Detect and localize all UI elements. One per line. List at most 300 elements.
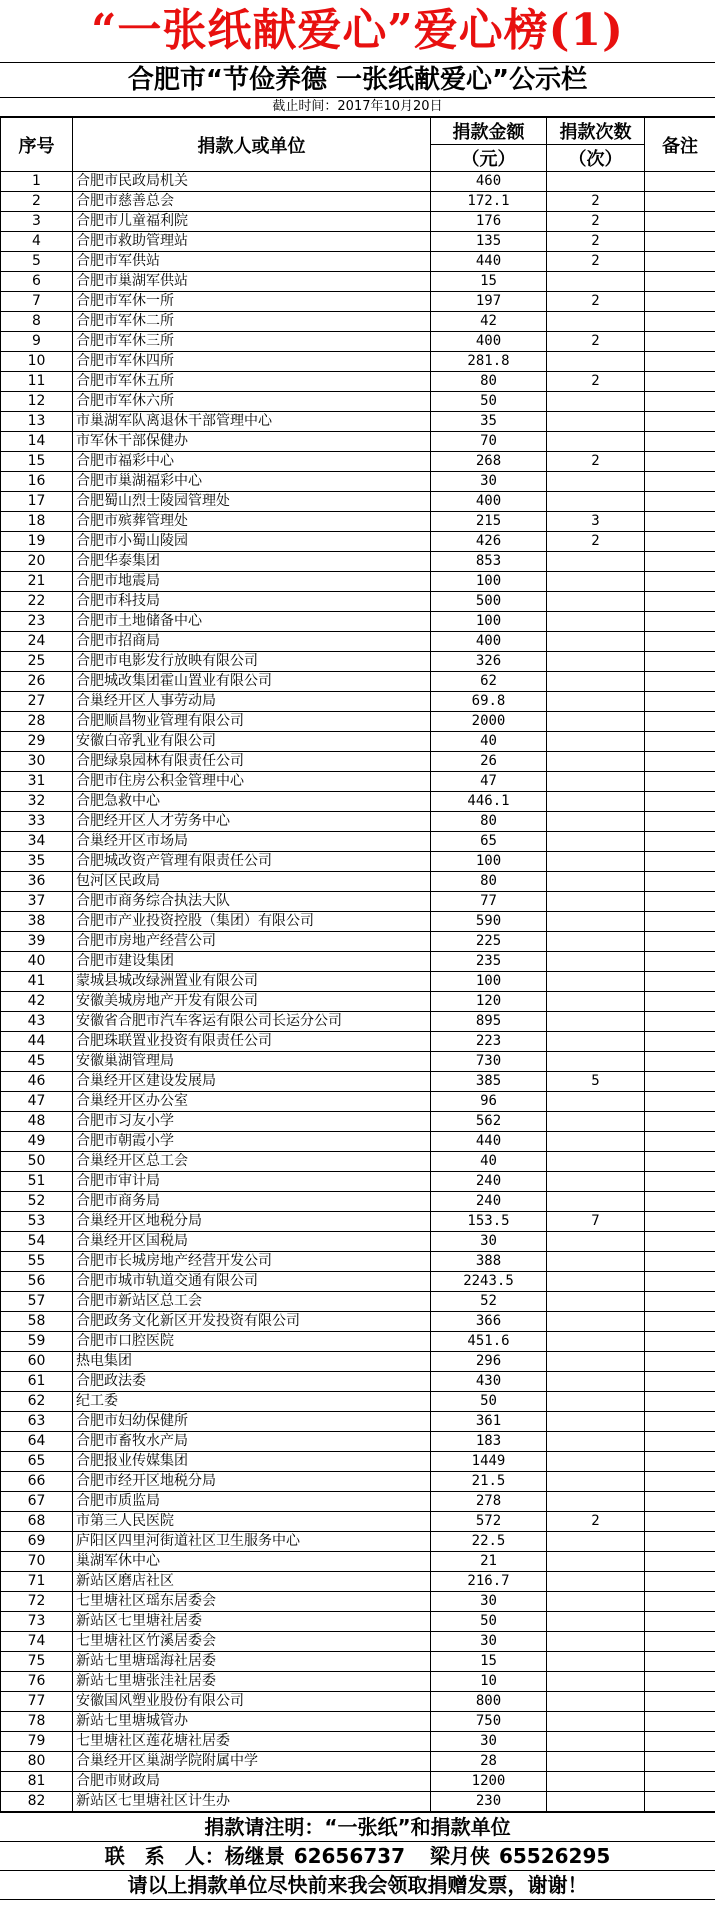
row-count: [547, 672, 645, 692]
row-seq: 70: [1, 1552, 73, 1572]
row-name: 合肥市军休四所: [73, 352, 431, 372]
row-note: [645, 1032, 715, 1052]
table-row: [1, 772, 715, 792]
row-note: [645, 1532, 715, 1552]
row-amount: 400: [431, 492, 547, 512]
row-seq: 51: [1, 1172, 73, 1192]
row-count: 2: [547, 452, 645, 472]
row-name: 合肥市住房公积金管理中心: [73, 772, 431, 792]
row-count: [547, 1332, 645, 1352]
row-seq: 78: [1, 1712, 73, 1732]
row-name: 合肥市招商局: [73, 632, 431, 652]
row-amount: 21: [431, 1552, 547, 1572]
row-note: [645, 472, 715, 492]
row-name: 合肥顺昌物业管理有限公司: [73, 712, 431, 732]
row-amount: 430: [431, 1372, 547, 1392]
row-note: [645, 972, 715, 992]
row-name: 合肥市产业投资控股（集团）有限公司: [73, 912, 431, 932]
row-note: [645, 992, 715, 1012]
header-note: 备注: [645, 118, 715, 172]
row-seq: 6: [1, 272, 73, 292]
row-amount: 22.5: [431, 1532, 547, 1552]
row-name: 合肥市商务综合执法大队: [73, 892, 431, 912]
row-note: [645, 1332, 715, 1352]
row-name: 安徽省合肥市汽车客运有限公司长运分公司: [73, 1012, 431, 1032]
row-name: 合肥蜀山烈士陵园管理处: [73, 492, 431, 512]
row-note: [645, 192, 715, 212]
row-name: 合肥市习友小学: [73, 1112, 431, 1132]
row-amount: 388: [431, 1252, 547, 1272]
row-count: [547, 912, 645, 932]
row-seq: 4: [1, 232, 73, 252]
row-note: [645, 1752, 715, 1772]
row-seq: 21: [1, 572, 73, 592]
table-row: [1, 1672, 715, 1692]
row-name: 合肥市妇幼保健所: [73, 1412, 431, 1432]
row-name: 合肥市城市轨道交通有限公司: [73, 1272, 431, 1292]
table-row: [1, 892, 715, 912]
row-count: [547, 1192, 645, 1212]
table-row: [1, 612, 715, 632]
row-seq: 72: [1, 1592, 73, 1612]
row-seq: 77: [1, 1692, 73, 1712]
row-amount: 100: [431, 612, 547, 632]
row-count: [547, 1112, 645, 1132]
row-count: [547, 312, 645, 332]
row-amount: 2243.5: [431, 1272, 547, 1292]
row-amount: 30: [431, 1632, 547, 1652]
header-amount: 捐款金额: [431, 118, 547, 145]
row-name: 市巢湖军队离退休干部管理中心: [73, 412, 431, 432]
row-note: [645, 352, 715, 372]
contact2-name: 梁月侠: [429, 1844, 490, 1868]
row-count: [547, 952, 645, 972]
table-row: [1, 912, 715, 932]
row-name: 新站区磨店社区: [73, 1572, 431, 1592]
row-seq: 63: [1, 1412, 73, 1432]
row-seq: 9: [1, 332, 73, 352]
table-row: [1, 852, 715, 872]
row-note: [645, 1312, 715, 1332]
row-name: 合巢经开区市场局: [73, 832, 431, 852]
table-row: [1, 1772, 715, 1792]
row-name: 合肥市军供站: [73, 252, 431, 272]
row-seq: 58: [1, 1312, 73, 1332]
row-seq: 44: [1, 1032, 73, 1052]
table-row: [1, 1052, 715, 1072]
row-seq: 56: [1, 1272, 73, 1292]
row-name: 新站七里塘城管办: [73, 1712, 431, 1732]
row-count: [547, 1272, 645, 1292]
row-count: [547, 1552, 645, 1572]
row-count: [547, 892, 645, 912]
row-note: [645, 1172, 715, 1192]
table-row: [1, 232, 715, 252]
table-row: [1, 1452, 715, 1472]
row-count: [547, 492, 645, 512]
contact2-phone: 65526295: [498, 1844, 611, 1868]
row-name: 合肥市房地产经营公司: [73, 932, 431, 952]
row-name: 蒙城县城改绿洲置业有限公司: [73, 972, 431, 992]
row-count: [547, 812, 645, 832]
row-count: [547, 612, 645, 632]
table-row: [1, 752, 715, 772]
row-seq: 30: [1, 752, 73, 772]
row-seq: 2: [1, 192, 73, 212]
row-count: [547, 1092, 645, 1112]
row-seq: 67: [1, 1492, 73, 1512]
row-count: [547, 1292, 645, 1312]
table-row: [1, 1012, 715, 1032]
row-name: 合巢经开区建设发展局: [73, 1072, 431, 1092]
row-amount: 52: [431, 1292, 547, 1312]
table-row: [1, 272, 715, 292]
table-row: [1, 652, 715, 672]
row-amount: 15: [431, 1652, 547, 1672]
row-seq: 32: [1, 792, 73, 812]
row-note: [645, 1072, 715, 1092]
row-amount: 1200: [431, 1772, 547, 1792]
row-name: 合肥绿泉园林有限责任公司: [73, 752, 431, 772]
table-row: [1, 492, 715, 512]
row-note: [645, 252, 715, 272]
row-name: 合肥市质监局: [73, 1492, 431, 1512]
row-count: [547, 1392, 645, 1412]
row-name: 合肥市经开区地税分局: [73, 1472, 431, 1492]
row-note: [645, 512, 715, 532]
row-seq: 80: [1, 1752, 73, 1772]
row-amount: 70: [431, 432, 547, 452]
row-note: [645, 1572, 715, 1592]
row-amount: 40: [431, 1152, 547, 1172]
row-amount: 50: [431, 392, 547, 412]
row-name: 合肥市儿童福利院: [73, 212, 431, 232]
footer-note: 捐款请注明：“一张纸”和捐款单位: [0, 1813, 715, 1842]
row-seq: 66: [1, 1472, 73, 1492]
row-seq: 36: [1, 872, 73, 892]
row-seq: 46: [1, 1072, 73, 1092]
row-seq: 22: [1, 592, 73, 612]
table-row: [1, 392, 715, 412]
row-seq: 39: [1, 932, 73, 952]
row-amount: 176: [431, 212, 547, 232]
row-name: 庐阳区四里河街道社区卫生服务中心: [73, 1532, 431, 1552]
row-count: [547, 1412, 645, 1432]
row-seq: 73: [1, 1612, 73, 1632]
table-row: [1, 1112, 715, 1132]
contact-label: 联 系 人：: [104, 1844, 225, 1868]
row-note: [645, 272, 715, 292]
row-seq: 38: [1, 912, 73, 932]
row-seq: 28: [1, 712, 73, 732]
row-count: [547, 432, 645, 452]
row-seq: 53: [1, 1212, 73, 1232]
row-seq: 45: [1, 1052, 73, 1072]
table-row: [1, 332, 715, 352]
table-row: [1, 572, 715, 592]
row-name: 合肥市畜牧水产局: [73, 1432, 431, 1452]
row-count: [547, 172, 645, 192]
row-count: [547, 1052, 645, 1072]
row-count: [547, 572, 645, 592]
table-row: [1, 1412, 715, 1432]
header-count-unit: （次）: [547, 145, 645, 172]
row-note: [645, 892, 715, 912]
row-name: 合肥珠联置业投资有限责任公司: [73, 1032, 431, 1052]
row-amount: 223: [431, 1032, 547, 1052]
row-note: [645, 1592, 715, 1612]
row-note: [645, 552, 715, 572]
row-seq: 60: [1, 1352, 73, 1372]
row-note: [645, 752, 715, 772]
row-name: 合巢经开区巢湖学院附属中学: [73, 1752, 431, 1772]
row-name: 合肥市军休六所: [73, 392, 431, 412]
row-count: [547, 392, 645, 412]
row-amount: 451.6: [431, 1332, 547, 1352]
table-row: [1, 212, 715, 232]
row-seq: 35: [1, 852, 73, 872]
row-seq: 18: [1, 512, 73, 532]
row-seq: 48: [1, 1112, 73, 1132]
row-note: [645, 772, 715, 792]
row-count: [547, 1732, 645, 1752]
table-row: [1, 292, 715, 312]
table-row: [1, 1492, 715, 1512]
row-seq: 79: [1, 1732, 73, 1752]
row-seq: 14: [1, 432, 73, 452]
row-amount: 10: [431, 1672, 547, 1692]
row-amount: 28: [431, 1752, 547, 1772]
table-row: [1, 932, 715, 952]
row-name: 合巢经开区国税局: [73, 1232, 431, 1252]
row-count: [547, 1012, 645, 1032]
row-amount: 62: [431, 672, 547, 692]
page-subtitle: 合肥市“节俭养德 一张纸献爱心”公示栏: [0, 62, 715, 98]
row-note: [645, 952, 715, 972]
row-count: 2: [547, 212, 645, 232]
row-amount: 268: [431, 452, 547, 472]
table-row: [1, 512, 715, 532]
table-row: [1, 352, 715, 372]
table-row: [1, 1432, 715, 1452]
row-count: [547, 692, 645, 712]
row-count: [547, 732, 645, 752]
table-row: [1, 1592, 715, 1612]
row-amount: 65: [431, 832, 547, 852]
row-amount: 460: [431, 172, 547, 192]
row-amount: 366: [431, 1312, 547, 1332]
row-amount: 361: [431, 1412, 547, 1432]
row-amount: 440: [431, 252, 547, 272]
row-seq: 5: [1, 252, 73, 272]
table-row: [1, 172, 715, 192]
row-amount: 80: [431, 872, 547, 892]
row-note: [645, 1712, 715, 1732]
row-name: 合肥市民政局机关: [73, 172, 431, 192]
row-count: 2: [547, 532, 645, 552]
row-note: [645, 532, 715, 552]
row-amount: 30: [431, 472, 547, 492]
row-count: 2: [547, 232, 645, 252]
row-note: [645, 1732, 715, 1752]
row-count: [547, 352, 645, 372]
row-amount: 183: [431, 1432, 547, 1452]
row-seq: 40: [1, 952, 73, 972]
row-amount: 15: [431, 272, 547, 292]
row-count: [547, 1352, 645, 1372]
row-note: [645, 1552, 715, 1572]
row-seq: 62: [1, 1392, 73, 1412]
footer: [0, 1812, 715, 1900]
row-name: 合肥市新站区总工会: [73, 1292, 431, 1312]
table-row: [1, 372, 715, 392]
row-seq: 71: [1, 1572, 73, 1592]
row-note: [645, 1432, 715, 1452]
row-note: [645, 1392, 715, 1412]
table-row: [1, 1652, 715, 1672]
row-amount: 21.5: [431, 1472, 547, 1492]
row-name: 合巢经开区人事劳动局: [73, 692, 431, 712]
row-name: 合肥市军休三所: [73, 332, 431, 352]
row-seq: 23: [1, 612, 73, 632]
row-name: 合肥城改资产管理有限责任公司: [73, 852, 431, 872]
row-name: 合肥市军休一所: [73, 292, 431, 312]
row-count: [547, 1672, 645, 1692]
row-seq: 47: [1, 1092, 73, 1112]
row-note: [645, 872, 715, 892]
row-amount: 400: [431, 332, 547, 352]
row-count: [547, 1152, 645, 1172]
row-note: [645, 172, 715, 192]
row-seq: 3: [1, 212, 73, 232]
row-amount: 800: [431, 1692, 547, 1712]
row-count: [547, 772, 645, 792]
row-amount: 197: [431, 292, 547, 312]
row-seq: 37: [1, 892, 73, 912]
table-row: [1, 1612, 715, 1632]
row-note: [645, 712, 715, 732]
row-name: 合肥政法委: [73, 1372, 431, 1392]
row-seq: 65: [1, 1452, 73, 1472]
row-amount: 50: [431, 1392, 547, 1412]
row-name: 七里塘社区瑶东居委会: [73, 1592, 431, 1612]
page-title: “一张纸献爱心”爱心榜(1): [91, 5, 624, 56]
row-count: [547, 832, 645, 852]
row-name: 安徽国风塑业股份有限公司: [73, 1692, 431, 1712]
row-seq: 68: [1, 1512, 73, 1532]
row-count: [547, 872, 645, 892]
row-note: [645, 672, 715, 692]
row-amount: 240: [431, 1172, 547, 1192]
row-amount: 895: [431, 1012, 547, 1032]
row-name: 合巢经开区办公室: [73, 1092, 431, 1112]
row-amount: 400: [431, 632, 547, 652]
row-name: 合肥政务文化新区开发投资有限公司: [73, 1312, 431, 1332]
row-seq: 52: [1, 1192, 73, 1212]
table-row: [1, 832, 715, 852]
row-count: [547, 1432, 645, 1452]
row-amount: 590: [431, 912, 547, 932]
row-note: [645, 1452, 715, 1472]
table-row: [1, 1792, 715, 1812]
row-note: [645, 792, 715, 812]
row-seq: 69: [1, 1532, 73, 1552]
row-amount: 426: [431, 532, 547, 552]
row-note: [645, 832, 715, 852]
table-row: [1, 1212, 715, 1232]
table-row: [1, 1752, 715, 1772]
row-seq: 81: [1, 1772, 73, 1792]
table-row: [1, 872, 715, 892]
row-note: [645, 1132, 715, 1152]
row-name: 合肥市审计局: [73, 1172, 431, 1192]
row-name: 市第三人民医院: [73, 1512, 431, 1532]
row-note: [645, 1052, 715, 1072]
row-seq: 27: [1, 692, 73, 712]
row-name: 合肥市电影发行放映有限公司: [73, 652, 431, 672]
row-seq: 10: [1, 352, 73, 372]
row-count: [547, 1032, 645, 1052]
row-name: 合肥市地震局: [73, 572, 431, 592]
row-seq: 54: [1, 1232, 73, 1252]
row-seq: 16: [1, 472, 73, 492]
row-amount: 240: [431, 1192, 547, 1212]
row-note: [645, 412, 715, 432]
table-row: [1, 632, 715, 652]
row-seq: 50: [1, 1152, 73, 1172]
row-count: 2: [547, 292, 645, 312]
row-count: [547, 1532, 645, 1552]
row-seq: 1: [1, 172, 73, 192]
row-amount: 216.7: [431, 1572, 547, 1592]
row-note: [645, 1012, 715, 1032]
row-count: [547, 712, 645, 732]
row-amount: 281.8: [431, 352, 547, 372]
table-row: [1, 1692, 715, 1712]
row-name: 热电集团: [73, 1352, 431, 1372]
table-row: [1, 1172, 715, 1192]
row-amount: 215: [431, 512, 547, 532]
row-count: [547, 592, 645, 612]
table-row: [1, 1552, 715, 1572]
row-amount: 853: [431, 552, 547, 572]
row-name: 安徽美城房地产开发有限公司: [73, 992, 431, 1012]
row-amount: 80: [431, 372, 547, 392]
row-name: 合肥报业传媒集团: [73, 1452, 431, 1472]
table-row: [1, 1732, 715, 1752]
row-count: 2: [547, 252, 645, 272]
row-note: [645, 592, 715, 612]
row-name: 七里塘社区莲花塘社居委: [73, 1732, 431, 1752]
row-seq: 25: [1, 652, 73, 672]
row-amount: 385: [431, 1072, 547, 1092]
row-name: 合肥市殡葬管理处: [73, 512, 431, 532]
row-amount: 100: [431, 972, 547, 992]
row-note: [645, 732, 715, 752]
row-count: 2: [547, 192, 645, 212]
row-note: [645, 692, 715, 712]
header-name: 捐款人或单位: [73, 118, 431, 172]
row-note: [645, 1292, 715, 1312]
row-count: [547, 552, 645, 572]
row-note: [645, 1652, 715, 1672]
table-row: [1, 1472, 715, 1492]
table-row: [1, 692, 715, 712]
row-amount: 47: [431, 772, 547, 792]
row-note: [645, 1352, 715, 1372]
table-row: [1, 1352, 715, 1372]
row-name: 安徽巢湖管理局: [73, 1052, 431, 1072]
